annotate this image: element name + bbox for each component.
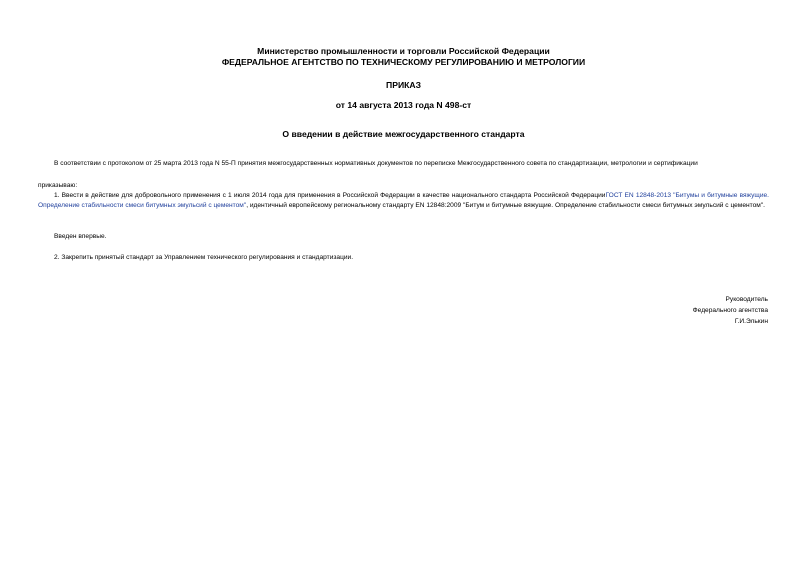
standard-link[interactable]: ГОСТ EN 12848-2013 "Битумы и битумные вяжущие. Определение стабильности смеси битумных эмульсий с цементом" <box>38 192 769 209</box>
signature-name: Г.И.Элькин <box>734 318 768 325</box>
item-1-prefix: 1. Ввести в действие для добровольного применения с 1 июля 2014 года для применения в Российской Федерации в качестве национального стандарта Российской Федерации <box>54 192 606 199</box>
item-1-suffix: , идентичный европейскому региональному стандарту EN 12848:2009 "Битум и битумные вяжущие. Определение стабильности смеси битумных эмульсий с цементом". <box>246 202 765 209</box>
first-introduction-note: Введен впервые. <box>54 233 107 240</box>
document-date-number: от 14 августа 2013 года N 498-ст <box>335 100 472 110</box>
preamble-paragraph: В соответствии с протоколом от 25 марта 2013 года N 55-П принятия межгосударственных нормативных документов по переписке Межгосударственного совета по стандартизации, метрологии и сертификации <box>54 160 698 167</box>
ministry-title: Министерство промышленности и торговли Российской Федерации <box>257 46 550 56</box>
agency-title: ФЕДЕРАЛЬНОЕ АГЕНТСТВО ПО ТЕХНИЧЕСКОМУ РЕГУЛИРОВАНИЮ И МЕТРОЛОГИИ <box>221 57 586 67</box>
signature-position: Руководитель <box>725 296 768 303</box>
item-2-paragraph: 2. Закрепить принятый стандарт за Управлением технического регулирования и стандартизации. <box>54 254 354 261</box>
document-subject: О введении в действие межгосударственного стандарта <box>282 129 525 139</box>
signature-organization: Федерального агентства <box>692 307 768 314</box>
document-type: ПРИКАЗ <box>386 80 421 90</box>
item-1-paragraph <box>38 191 769 211</box>
order-word: приказываю: <box>38 182 78 189</box>
